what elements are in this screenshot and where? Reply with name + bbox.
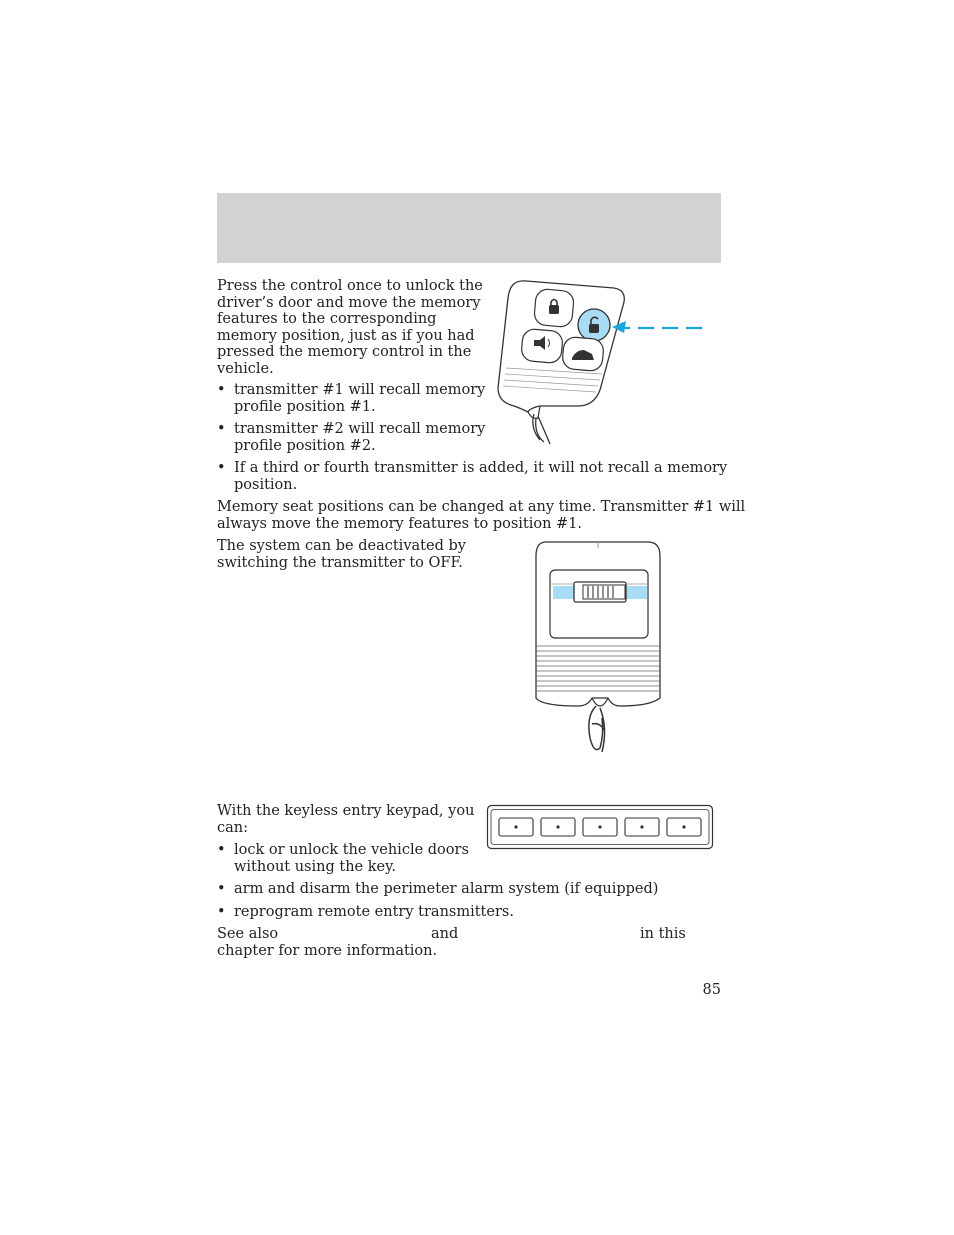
page-number: 85 [702,982,721,998]
arrow-icon [612,321,702,333]
transmitter-switch-illustration [530,538,670,760]
header-band [217,193,721,263]
remote-transmitter-illustration [490,278,720,448]
keypad-buttons [499,818,701,836]
keyless-entry-keypad-illustration [486,804,714,850]
unlock-icon [578,309,610,341]
